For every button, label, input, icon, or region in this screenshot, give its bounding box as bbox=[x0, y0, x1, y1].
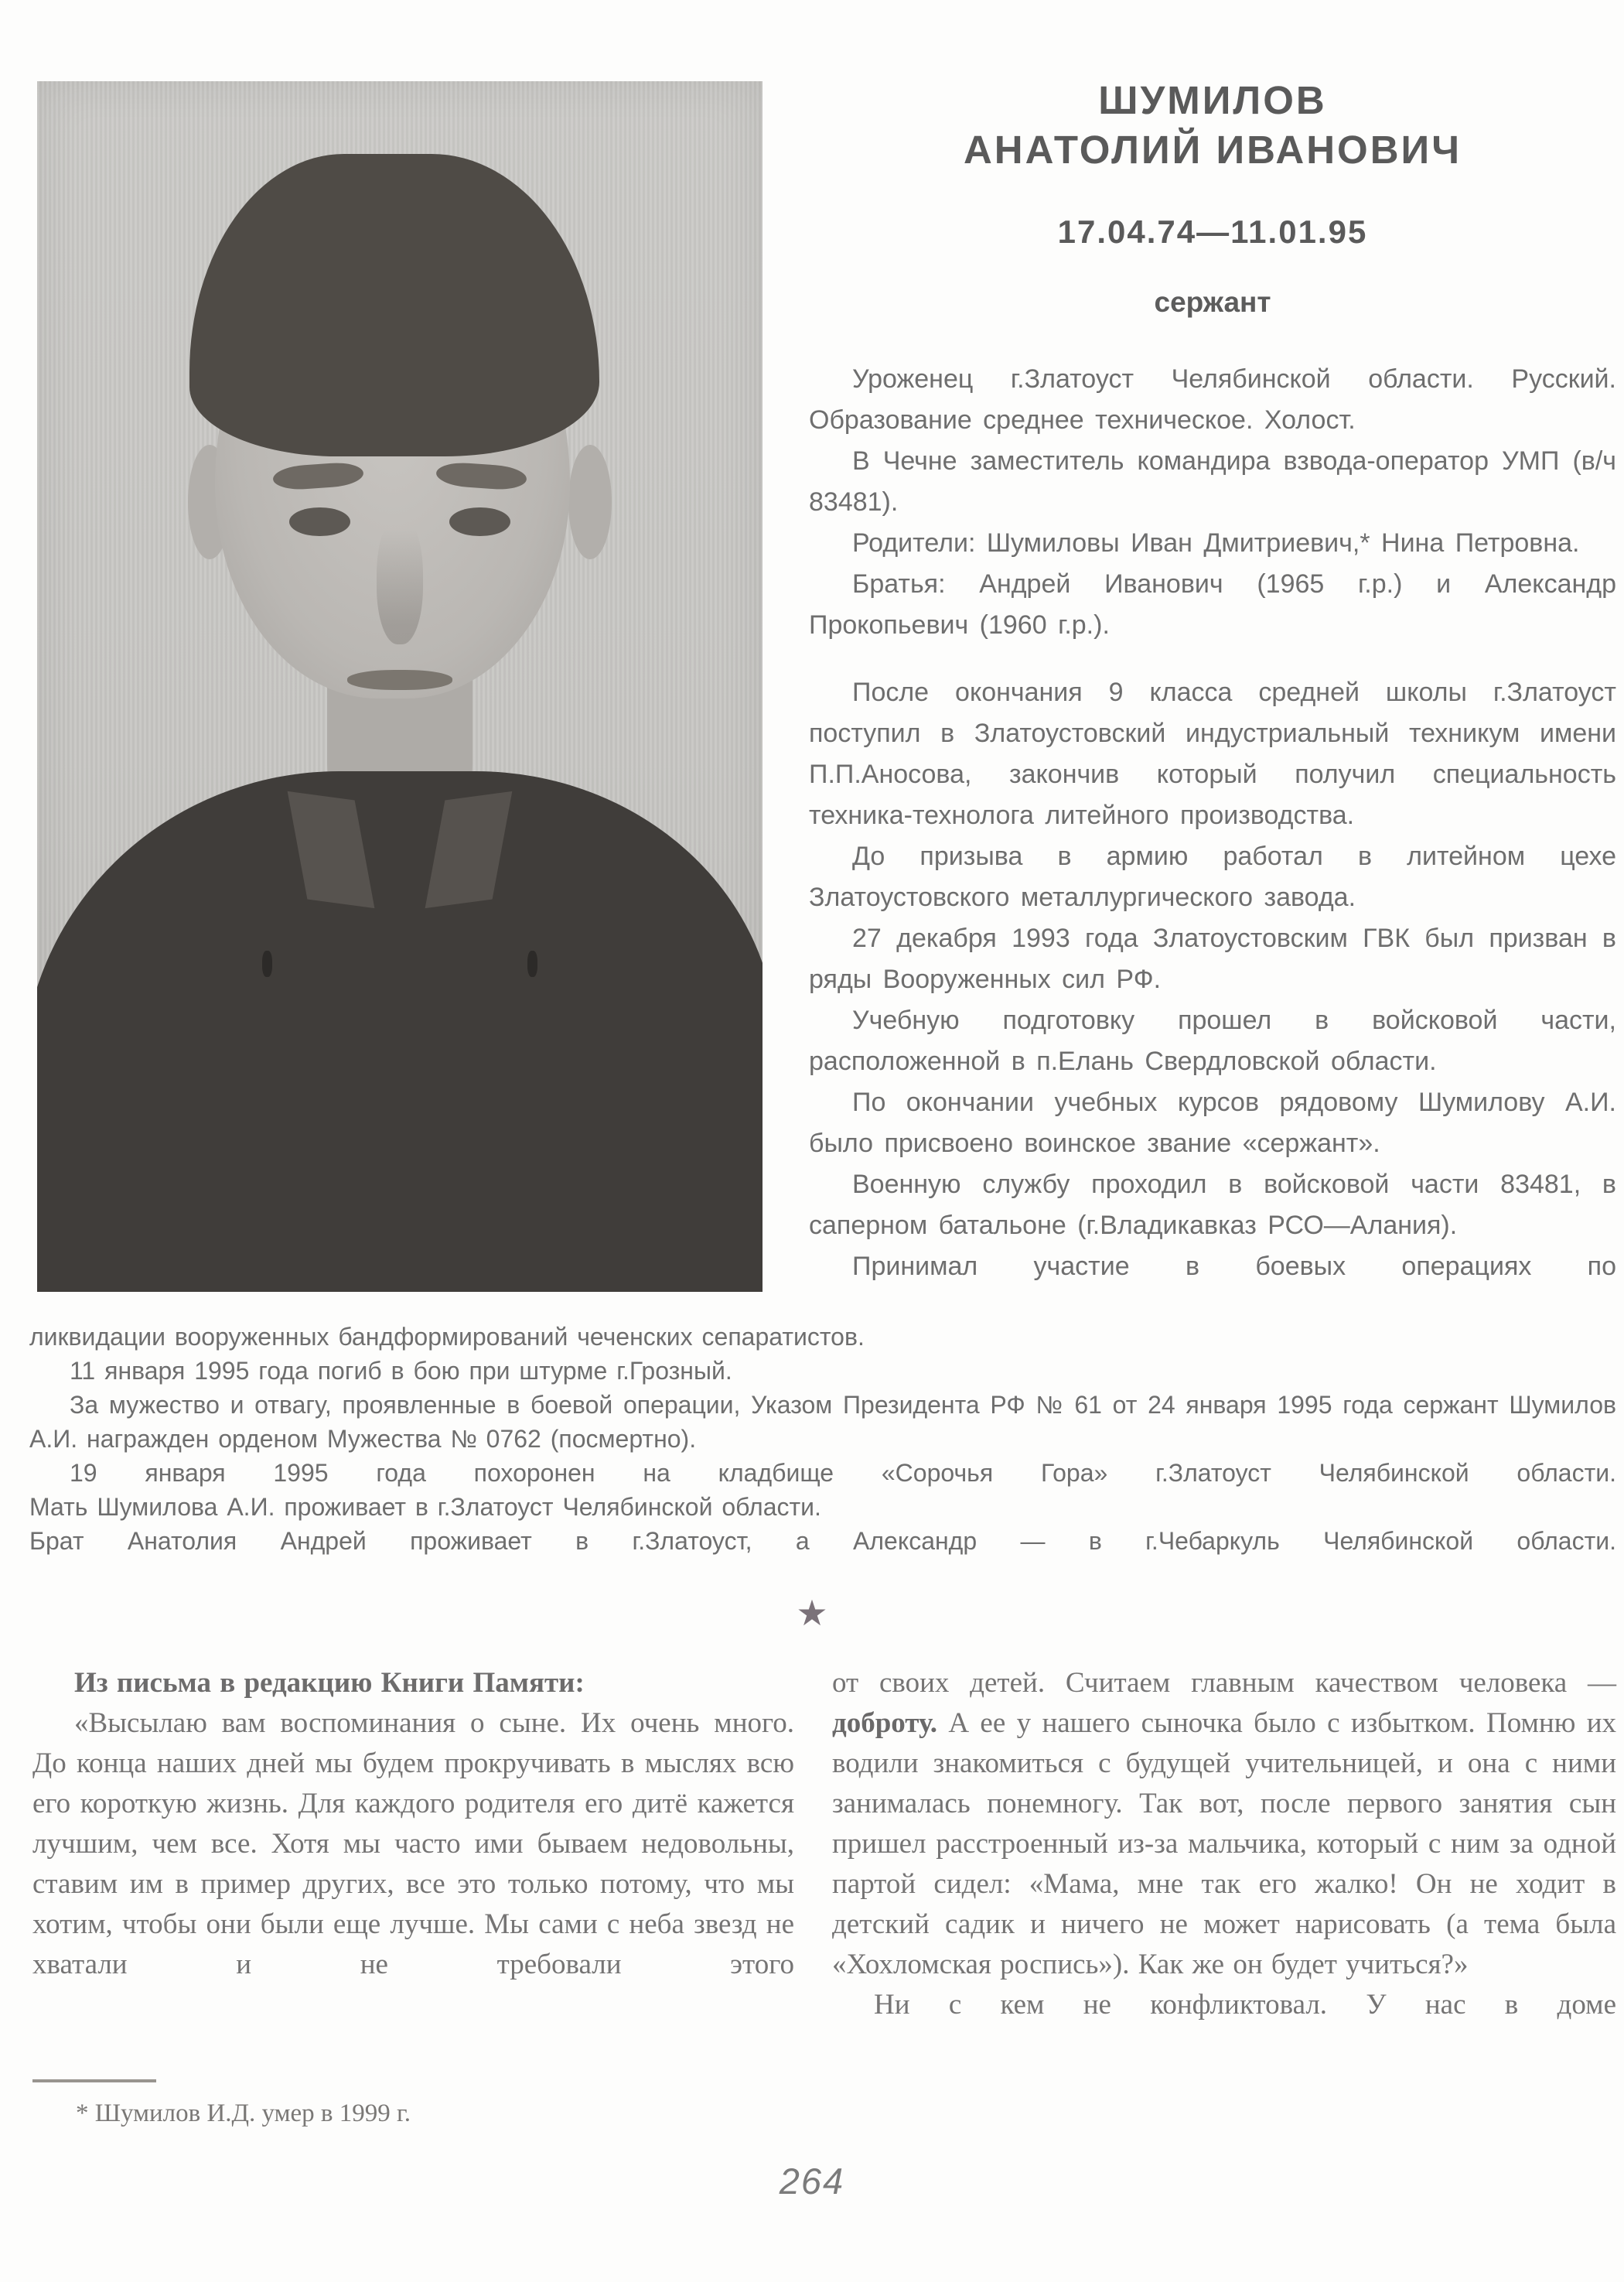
letter-paragraph: Ни с кем не конфликтовал. У нас в доме bbox=[874, 1989, 1616, 2021]
bio-paragraph: После окончания 9 класса средней школы г.Златоуст поступил в Златоустовский индустриальный техникум имени П.П.Аносова, закончив который получил специальность техника-технолога литейного производства. bbox=[809, 678, 1616, 830]
memorial-line: 11 января 1995 года погиб в бою при штурме г.Грозный. bbox=[70, 1357, 732, 1385]
surname-heading: ШУМИЛОВ bbox=[1098, 78, 1327, 122]
letter-text-after-bold: А ее у нашего сыночка было с избытком. Помню их водили знакомиться с будущей учительницей, и она с ними занималась понемногу. Так вот, после первого занятия сын пришел расстроенный из-за мальчика, который с ним за одной партой сидел: «Мама, мне так его жалко! Он не ходит в детский садик и ничего не может нарисовать (а тема была «Хохломская роспись»). Как же он будет учиться?» bbox=[832, 1707, 1616, 1980]
footnote bbox=[32, 2079, 794, 2128]
letter-heading: Из письма в редакцию Книги Памяти: bbox=[74, 1667, 585, 1699]
portrait-collar-pin-left bbox=[262, 951, 272, 977]
bio-paragraph: Родители: Шумиловы Иван Дмитриевич,* Нина Петровна. bbox=[852, 528, 1580, 558]
footnote-rule bbox=[32, 2079, 156, 2082]
bio-paragraph: 27 декабря 1993 года Златоустовским ГВК был призван в ряды Вооруженных сил РФ. bbox=[809, 924, 1616, 994]
memorial-line: ликвидации вооруженных бандформирований чеченских сепаратистов. bbox=[29, 1323, 865, 1351]
portrait-photo bbox=[37, 81, 763, 1292]
bio-paragraph: До призыва в армию работал в литейном цехе Златоустовского металлургического завода. bbox=[809, 842, 1616, 912]
portrait-ear-right bbox=[568, 445, 612, 560]
portrait-uniform-jacket bbox=[37, 771, 763, 1292]
bio-paragraph: В Чечне заместитель командира взвода-оператор УМП (в/ч 83481). bbox=[809, 446, 1616, 517]
military-rank: сержант bbox=[1154, 286, 1271, 318]
portrait-mouth bbox=[347, 670, 452, 691]
life-dates: 17.04.74—11.01.95 bbox=[1057, 214, 1368, 250]
portrait-nose bbox=[377, 517, 423, 644]
portrait-eye-right bbox=[449, 507, 510, 537]
bio-paragraph: Военную службу проходил в войсковой части 83481, в саперном батальоне (г.Владикавказ РСО—​Алания). bbox=[809, 1170, 1616, 1240]
name-patronymic-heading: АНАТОЛИЙ ИВАНОВИЧ bbox=[963, 128, 1462, 172]
star-divider-icon: ★ bbox=[796, 1593, 828, 1633]
memorial-line: 19 января 1995 года похоронен на кладбище «Сорочья Гора» г.Златоуст Челябинской области. bbox=[70, 1459, 1616, 1487]
portrait-hair bbox=[189, 154, 599, 456]
footnote-text: * Шумилов И.Д. умер в 1999 г. bbox=[76, 2099, 411, 2127]
memorial-line: Брат Анатолия Андрей проживает в г.Златоуст, а Александр — в г.Чебаркуль Челябинской области. bbox=[29, 1527, 1616, 1555]
letter-left-column bbox=[32, 1663, 794, 1985]
letter-text-before-bold: от своих детей. Считаем главным качеством человека — bbox=[832, 1667, 1616, 1699]
biography-column bbox=[809, 76, 1616, 1287]
letter-paragraph bbox=[832, 1663, 1616, 1985]
portrait-collar-pin-right bbox=[527, 951, 537, 977]
bio-paragraph: Уроженец г.Златоуст Челябинской области. Русский. Образование среднее техническое. Холост. bbox=[809, 364, 1616, 435]
letter-bold-word: доброту. bbox=[832, 1707, 938, 1739]
letter-right-column bbox=[832, 1663, 1616, 2025]
memorial-line: Мать Шумилова А.И. проживает в г.Златоуст Челябинской области. bbox=[29, 1493, 821, 1521]
bio-paragraph: Учебную подготовку прошел в войсковой части, расположенной в п.Елань Свердловской области. bbox=[809, 1006, 1616, 1076]
bio-paragraph: Братья: Андрей Иванович (1965 г.р.) и Александр Прокопьевич (1960 г.р.). bbox=[809, 569, 1616, 640]
biography-text bbox=[809, 359, 1616, 1287]
memorial-line: За мужество и отвагу, проявленные в боевой операции, Указом Президента РФ № 61 от 24 января 1995 года сержант Шумилов А.И. награжден орденом Мужества № 0762 (посмертно). bbox=[29, 1391, 1616, 1453]
bio-paragraph: По окончании учебных курсов рядовому Шумилову А.И. было присвоено воинское звание «сержант». bbox=[809, 1088, 1616, 1158]
letter-paragraph: «Высылаю вам воспоминания о сыне. Их очень много. До конца наших дней мы будем прокручивать в мыслях всю его короткую жизнь. Для каждого родителя его дитё кажется лучшим, чем все. Хотя мы часто ими бываем недовольны, ставим им в пример других, все это только потому, что мы хотим, чтобы они были еще лучше. Мы сами с неба звезд не хватали и не требовали этого bbox=[32, 1707, 794, 1980]
bio-paragraph: Принимал участие в боевых операциях по bbox=[852, 1252, 1616, 1281]
memorial-text-block bbox=[29, 1320, 1616, 1558]
page-number: 264 bbox=[779, 2161, 845, 2202]
